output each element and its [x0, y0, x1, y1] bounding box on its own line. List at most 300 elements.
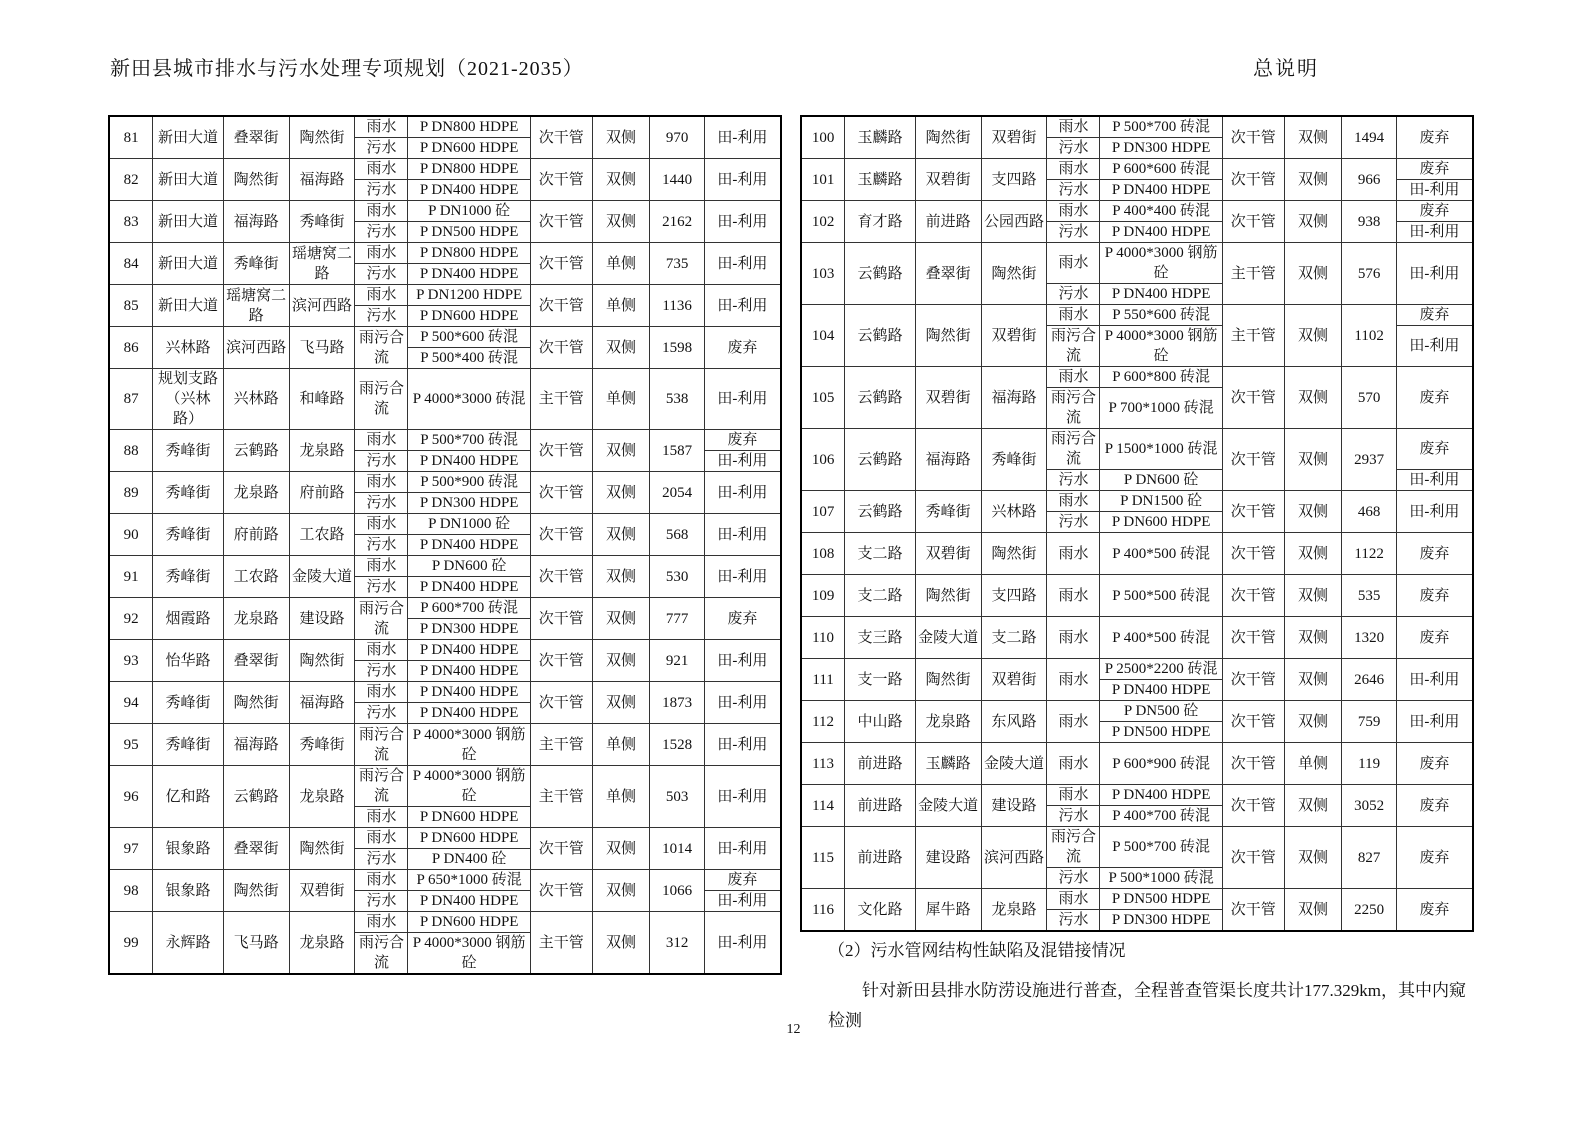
to-street-cell: 和峰路 — [289, 369, 355, 430]
pipe-spec-cell: P DN800 HDPE — [408, 116, 530, 138]
side-cell: 双侧 — [1284, 305, 1342, 367]
from-street-cell: 府前路 — [223, 514, 289, 556]
pipe-type-cell: 污水 — [1047, 806, 1100, 827]
pipe-spec-cell: P DN400 HDPE — [408, 535, 530, 556]
pipe-spec-cell: P 500*900 砖混 — [408, 472, 530, 493]
pipe-spec-cell: P 500*1000 砖混 — [1100, 868, 1222, 889]
pipe-spec-cell: P DN300 HDPE — [1100, 910, 1222, 932]
status-cell: 田-利用 — [704, 912, 781, 975]
to-street-cell: 双碧街 — [289, 870, 355, 912]
length-cell: 503 — [650, 766, 704, 828]
grade-cell: 次干管 — [1222, 116, 1284, 159]
length-cell: 2250 — [1342, 889, 1396, 932]
seq-cell: 104 — [801, 305, 845, 367]
from-street-cell: 龙泉路 — [223, 598, 289, 640]
pipe-spec-cell: P 500*400 砖混 — [408, 348, 530, 369]
seq-cell: 106 — [801, 429, 845, 491]
length-cell: 1136 — [650, 285, 704, 327]
from-street-cell: 建设路 — [915, 827, 981, 889]
grade-cell: 主干管 — [530, 369, 592, 430]
road-cell: 育才路 — [845, 201, 916, 243]
pipe-type-cell: 污水 — [1047, 470, 1100, 491]
side-cell: 单侧 — [592, 243, 650, 285]
side-cell: 双侧 — [592, 556, 650, 598]
to-street-cell: 龙泉路 — [289, 430, 355, 472]
pipe-spec-cell: P DN600 HDPE — [408, 828, 530, 849]
pipe-spec-cell: P 550*600 砖混 — [1100, 305, 1222, 326]
status-cell: 废弃 — [1396, 827, 1473, 889]
road-cell: 秀峰街 — [153, 472, 224, 514]
status-cell: 田-利用 — [704, 556, 781, 598]
status-cell: 田-利用 — [1396, 243, 1473, 305]
side-cell: 双侧 — [1284, 533, 1342, 575]
pipe-spec-cell: P 700*1000 砖混 — [1100, 388, 1222, 429]
grade-cell: 次干管 — [530, 514, 592, 556]
pipe-type-cell: 雨水 — [355, 870, 408, 891]
from-street-cell: 陶然街 — [915, 575, 981, 617]
length-cell: 1320 — [1342, 617, 1396, 659]
seq-cell: 109 — [801, 575, 845, 617]
road-cell: 文化路 — [845, 889, 916, 932]
status-cell: 废弃 — [1396, 367, 1473, 429]
seq-cell: 99 — [109, 912, 153, 975]
road-cell: 新田大道 — [153, 243, 224, 285]
pipe-type-cell: 雨污合流 — [355, 933, 408, 975]
status-cell: 废弃 — [704, 598, 781, 640]
pipe-spec-cell: P DN500 HDPE — [1100, 722, 1222, 743]
pipe-spec-cell: P DN400 HDPE — [408, 891, 530, 912]
length-cell: 966 — [1342, 159, 1396, 201]
road-cell: 云鹤路 — [845, 243, 916, 305]
note-paragraph: 针对新田县排水防涝设施进行普查，全程普查管渠长度共计177.329km，其中内窥检测 — [828, 981, 1466, 1030]
seq-cell: 101 — [801, 159, 845, 201]
pipe-type-cell: 污水 — [355, 661, 408, 682]
status-cell: 田-利用 — [704, 766, 781, 828]
status-cell: 田-利用 — [1396, 659, 1473, 701]
side-cell: 双侧 — [1284, 659, 1342, 701]
pipe-spec-cell: P DN1200 HDPE — [408, 285, 530, 306]
length-cell: 3052 — [1342, 785, 1396, 827]
side-cell: 双侧 — [592, 116, 650, 159]
grade-cell: 次干管 — [530, 870, 592, 912]
from-street-cell: 工农路 — [223, 556, 289, 598]
side-cell: 双侧 — [592, 870, 650, 912]
side-cell: 单侧 — [592, 285, 650, 327]
pipe-spec-cell: P DN400 HDPE — [408, 703, 530, 724]
length-cell: 530 — [650, 556, 704, 598]
pipe-spec-cell: P DN500 HDPE — [1100, 889, 1222, 910]
side-cell: 双侧 — [1284, 827, 1342, 889]
from-street-cell: 双碧街 — [915, 159, 981, 201]
road-cell: 玉麟路 — [845, 159, 916, 201]
length-cell: 119 — [1342, 743, 1396, 785]
pipe-spec-cell: P 600*800 砖混 — [1100, 367, 1222, 388]
pipe-type-cell: 雨水 — [1047, 305, 1100, 326]
length-cell: 576 — [1342, 243, 1396, 305]
pipe-spec-cell: P DN800 HDPE — [408, 243, 530, 264]
pipe-type-cell: 污水 — [355, 306, 408, 327]
status-cell: 废弃 — [1396, 159, 1473, 180]
pipe-type-cell: 雨水 — [355, 201, 408, 222]
pipe-type-cell: 雨水 — [1047, 743, 1100, 785]
grade-cell: 主干管 — [530, 912, 592, 975]
road-cell: 秀峰街 — [153, 430, 224, 472]
pipe-type-cell: 雨水 — [355, 472, 408, 493]
to-street-cell: 龙泉路 — [289, 766, 355, 828]
grade-cell: 次干管 — [530, 556, 592, 598]
road-cell: 亿和路 — [153, 766, 224, 828]
grade-cell: 次干管 — [1222, 367, 1284, 429]
status-cell: 废弃 — [704, 327, 781, 369]
status-cell: 田-利用 — [704, 369, 781, 430]
to-street-cell: 滨河西路 — [289, 285, 355, 327]
pipe-type-cell: 雨水 — [355, 912, 408, 933]
grade-cell: 次干管 — [530, 598, 592, 640]
length-cell: 921 — [650, 640, 704, 682]
road-cell: 云鹤路 — [845, 305, 916, 367]
from-street-cell: 龙泉路 — [223, 472, 289, 514]
length-cell: 1587 — [650, 430, 704, 472]
length-cell: 1440 — [650, 159, 704, 201]
seq-cell: 87 — [109, 369, 153, 430]
seq-cell: 108 — [801, 533, 845, 575]
length-cell: 735 — [650, 243, 704, 285]
to-street-cell: 飞马路 — [289, 327, 355, 369]
seq-cell: 103 — [801, 243, 845, 305]
pipe-type-cell: 雨水 — [355, 640, 408, 661]
to-street-cell: 陶然街 — [981, 243, 1047, 305]
pipe-type-cell: 雨水 — [355, 116, 408, 138]
seq-cell: 97 — [109, 828, 153, 870]
grade-cell: 次干管 — [530, 116, 592, 159]
to-street-cell: 瑶塘窝二路 — [289, 243, 355, 285]
status-cell: 田-利用 — [704, 724, 781, 766]
length-cell: 1122 — [1342, 533, 1396, 575]
road-cell: 新田大道 — [153, 285, 224, 327]
grade-cell: 次干管 — [530, 285, 592, 327]
seq-cell: 92 — [109, 598, 153, 640]
pipe-type-cell: 污水 — [355, 849, 408, 870]
seq-cell: 90 — [109, 514, 153, 556]
pipe-spec-cell: P 4000*3000 钢筋砼 — [408, 766, 530, 807]
pipe-type-cell: 污水 — [355, 451, 408, 472]
from-street-cell: 秀峰街 — [915, 491, 981, 533]
side-cell: 单侧 — [1284, 743, 1342, 785]
from-street-cell: 云鹤路 — [223, 430, 289, 472]
seq-cell: 83 — [109, 201, 153, 243]
pipe-spec-cell: P DN600 砼 — [1100, 470, 1222, 491]
pipe-spec-cell: P 400*700 砖混 — [1100, 806, 1222, 827]
to-street-cell: 支四路 — [981, 159, 1047, 201]
grade-cell: 次干管 — [1222, 889, 1284, 932]
seq-cell: 95 — [109, 724, 153, 766]
side-cell: 双侧 — [1284, 491, 1342, 533]
road-cell: 支一路 — [845, 659, 916, 701]
seq-cell: 88 — [109, 430, 153, 472]
pipe-spec-cell: P DN1500 砼 — [1100, 491, 1222, 512]
pipe-spec-cell: P 4000*3000 钢筋砼 — [408, 724, 530, 766]
pipe-type-cell: 雨水 — [1047, 367, 1100, 388]
pipe-spec-cell: P DN300 HDPE — [1100, 138, 1222, 159]
pipe-spec-cell: P DN600 HDPE — [1100, 512, 1222, 533]
to-street-cell: 兴林路 — [981, 491, 1047, 533]
pipe-spec-cell: P DN400 HDPE — [1100, 180, 1222, 201]
seq-cell: 102 — [801, 201, 845, 243]
pipe-spec-cell: P 400*500 砖混 — [1100, 617, 1222, 659]
status-cell: 田-利用 — [1396, 701, 1473, 743]
from-street-cell: 叠翠街 — [915, 243, 981, 305]
road-cell: 前进路 — [845, 827, 916, 889]
road-cell: 新田大道 — [153, 201, 224, 243]
status-cell: 废弃 — [1396, 305, 1473, 326]
side-cell: 单侧 — [592, 369, 650, 430]
length-cell: 1066 — [650, 870, 704, 912]
road-cell: 烟霞路 — [153, 598, 224, 640]
status-cell: 田-利用 — [1396, 222, 1473, 243]
from-street-cell: 玉麟路 — [915, 743, 981, 785]
to-street-cell: 双碧街 — [981, 116, 1047, 159]
pipe-type-cell: 污水 — [1047, 138, 1100, 159]
side-cell: 单侧 — [592, 766, 650, 828]
grade-cell: 次干管 — [1222, 159, 1284, 201]
grade-cell: 次干管 — [530, 243, 592, 285]
from-street-cell: 叠翠街 — [223, 828, 289, 870]
length-cell: 827 — [1342, 827, 1396, 889]
pipe-spec-cell: P 500*700 砖混 — [1100, 827, 1222, 868]
from-street-cell: 双碧街 — [915, 533, 981, 575]
seq-cell: 113 — [801, 743, 845, 785]
side-cell: 双侧 — [592, 682, 650, 724]
road-cell: 支三路 — [845, 617, 916, 659]
status-cell: 废弃 — [1396, 743, 1473, 785]
pipe-spec-cell: P DN400 HDPE — [1100, 785, 1222, 806]
from-street-cell: 陶然街 — [223, 159, 289, 201]
seq-cell: 86 — [109, 327, 153, 369]
from-street-cell: 福海路 — [915, 429, 981, 491]
road-cell: 秀峰街 — [153, 724, 224, 766]
side-cell: 双侧 — [1284, 575, 1342, 617]
to-street-cell: 建设路 — [289, 598, 355, 640]
status-cell: 田-利用 — [704, 285, 781, 327]
road-cell: 银象路 — [153, 828, 224, 870]
pipe-type-cell: 雨水 — [1047, 116, 1100, 138]
road-cell: 兴林路 — [153, 327, 224, 369]
pipe-type-cell: 雨水 — [355, 556, 408, 577]
pipe-spec-cell: P DN1000 砼 — [408, 514, 530, 535]
pipe-spec-cell: P DN400 HDPE — [408, 682, 530, 703]
seq-cell: 94 — [109, 682, 153, 724]
pipe-spec-cell: P 500*600 砖混 — [408, 327, 530, 348]
seq-cell: 82 — [109, 159, 153, 201]
pipe-spec-cell: P DN600 HDPE — [408, 306, 530, 327]
grade-cell: 次干管 — [1222, 617, 1284, 659]
grade-cell: 主干管 — [1222, 243, 1284, 305]
pipe-type-cell: 污水 — [355, 222, 408, 243]
to-street-cell: 工农路 — [289, 514, 355, 556]
road-cell: 支二路 — [845, 575, 916, 617]
pipe-type-cell: 雨水 — [355, 285, 408, 306]
pipe-spec-cell: P 2500*2200 砖混 — [1100, 659, 1222, 680]
grade-cell: 次干管 — [1222, 827, 1284, 889]
seq-cell: 112 — [801, 701, 845, 743]
page-number: 12 — [786, 1022, 801, 1037]
pipe-type-cell: 污水 — [355, 180, 408, 201]
from-street-cell: 飞马路 — [223, 912, 289, 975]
pipe-type-cell: 雨污合流 — [1047, 326, 1100, 367]
from-street-cell: 金陵大道 — [915, 617, 981, 659]
from-street-cell: 云鹤路 — [223, 766, 289, 828]
to-street-cell: 秀峰街 — [981, 429, 1047, 491]
to-street-cell: 府前路 — [289, 472, 355, 514]
pipe-type-cell: 雨水 — [1047, 159, 1100, 180]
pipe-spec-cell: P DN1000 砼 — [408, 201, 530, 222]
length-cell: 570 — [1342, 367, 1396, 429]
pipe-type-cell: 雨污合流 — [355, 327, 408, 369]
length-cell: 1494 — [1342, 116, 1396, 159]
length-cell: 2937 — [1342, 429, 1396, 491]
length-cell: 2646 — [1342, 659, 1396, 701]
side-cell: 双侧 — [592, 472, 650, 514]
seq-cell: 81 — [109, 116, 153, 159]
to-street-cell: 陶然街 — [289, 828, 355, 870]
pipe-type-cell: 雨水 — [1047, 575, 1100, 617]
to-street-cell: 金陵大道 — [289, 556, 355, 598]
to-street-cell: 龙泉路 — [981, 889, 1047, 932]
from-street-cell: 双碧街 — [915, 367, 981, 429]
length-cell: 759 — [1342, 701, 1396, 743]
status-cell: 田-利用 — [1396, 326, 1473, 367]
side-cell: 双侧 — [1284, 785, 1342, 827]
to-street-cell: 福海路 — [289, 159, 355, 201]
from-street-cell: 陶然街 — [915, 305, 981, 367]
road-cell: 永辉路 — [153, 912, 224, 975]
pipe-spec-cell: P DN400 HDPE — [1100, 222, 1222, 243]
grade-cell: 次干管 — [530, 682, 592, 724]
road-cell: 规划支路（兴林路） — [153, 369, 224, 430]
side-cell: 双侧 — [592, 640, 650, 682]
grade-cell: 次干管 — [1222, 533, 1284, 575]
grade-cell: 次干管 — [530, 327, 592, 369]
pipe-type-cell: 雨污合流 — [1047, 827, 1100, 868]
length-cell: 468 — [1342, 491, 1396, 533]
to-street-cell: 支二路 — [981, 617, 1047, 659]
road-cell: 银象路 — [153, 870, 224, 912]
road-cell: 云鹤路 — [845, 429, 916, 491]
to-street-cell: 支四路 — [981, 575, 1047, 617]
status-cell: 田-利用 — [704, 201, 781, 243]
to-street-cell: 东风路 — [981, 701, 1047, 743]
from-street-cell: 叠翠街 — [223, 640, 289, 682]
grade-cell: 次干管 — [1222, 701, 1284, 743]
grade-cell: 次干管 — [530, 640, 592, 682]
length-cell: 970 — [650, 116, 704, 159]
to-street-cell: 公园西路 — [981, 201, 1047, 243]
length-cell: 2162 — [650, 201, 704, 243]
status-cell: 田-利用 — [704, 828, 781, 870]
pipe-spec-cell: P DN300 HDPE — [408, 619, 530, 640]
pipe-spec-cell: P 1500*1000 砖混 — [1100, 429, 1222, 470]
seq-cell: 107 — [801, 491, 845, 533]
length-cell: 2054 — [650, 472, 704, 514]
pipe-spec-cell: P DN500 HDPE — [408, 222, 530, 243]
pipe-spec-cell: P DN400 HDPE — [408, 640, 530, 661]
road-cell: 中山路 — [845, 701, 916, 743]
status-cell: 田-利用 — [704, 159, 781, 201]
pipe-type-cell: 雨污合流 — [355, 598, 408, 640]
note-item-heading: （2）污水管网结构性缺陷及混错接情况 — [828, 941, 1126, 960]
to-street-cell: 福海路 — [981, 367, 1047, 429]
pipeline-table-right — [800, 115, 1474, 932]
pipe-type-cell: 污水 — [355, 535, 408, 556]
pipe-spec-cell: P DN800 HDPE — [408, 159, 530, 180]
from-street-cell: 福海路 — [223, 724, 289, 766]
status-cell: 田-利用 — [1396, 180, 1473, 201]
pipe-spec-cell: P DN400 HDPE — [408, 451, 530, 472]
pipe-type-cell: 雨水 — [1047, 889, 1100, 910]
status-cell: 废弃 — [1396, 201, 1473, 222]
status-cell: 田-利用 — [704, 891, 781, 912]
status-cell: 废弃 — [1396, 429, 1473, 470]
to-street-cell: 陶然街 — [289, 116, 355, 159]
length-cell: 1014 — [650, 828, 704, 870]
side-cell: 双侧 — [592, 514, 650, 556]
grade-cell: 主干管 — [530, 766, 592, 828]
length-cell: 1102 — [1342, 305, 1396, 367]
pipe-spec-cell: P 400*500 砖混 — [1100, 533, 1222, 575]
pipe-spec-cell: P 600*900 砖混 — [1100, 743, 1222, 785]
from-street-cell: 龙泉路 — [915, 701, 981, 743]
pipe-type-cell: 雨水 — [355, 807, 408, 828]
to-street-cell: 双碧街 — [981, 659, 1047, 701]
to-street-cell: 滨河西路 — [981, 827, 1047, 889]
pipe-spec-cell: P 4000*3000 钢筋砼 — [1100, 243, 1222, 284]
road-cell: 新田大道 — [153, 116, 224, 159]
from-street-cell: 金陵大道 — [915, 785, 981, 827]
pipe-spec-cell: P 4000*3000 钢筋砼 — [1100, 326, 1222, 367]
side-cell: 双侧 — [592, 828, 650, 870]
pipe-spec-cell: P DN400 HDPE — [1100, 284, 1222, 305]
side-cell: 双侧 — [592, 430, 650, 472]
pipe-type-cell: 雨水 — [355, 159, 408, 180]
status-cell: 田-利用 — [1396, 491, 1473, 533]
pipe-type-cell: 雨污合流 — [355, 766, 408, 807]
pipe-spec-cell: P DN400 HDPE — [408, 264, 530, 285]
pipe-spec-cell: P 600*700 砖混 — [408, 598, 530, 619]
to-street-cell: 龙泉路 — [289, 912, 355, 975]
to-street-cell: 福海路 — [289, 682, 355, 724]
pipe-type-cell: 污水 — [355, 891, 408, 912]
length-cell: 1873 — [650, 682, 704, 724]
from-street-cell: 滨河西路 — [223, 327, 289, 369]
pipe-type-cell: 雨污合流 — [1047, 429, 1100, 470]
side-cell: 双侧 — [592, 327, 650, 369]
length-cell: 538 — [650, 369, 704, 430]
side-cell: 双侧 — [1284, 617, 1342, 659]
grade-cell: 主干管 — [530, 724, 592, 766]
grade-cell: 次干管 — [530, 472, 592, 514]
pipe-type-cell: 污水 — [1047, 222, 1100, 243]
grade-cell: 次干管 — [530, 430, 592, 472]
status-cell: 废弃 — [1396, 785, 1473, 827]
pipe-spec-cell: P DN600 HDPE — [408, 138, 530, 159]
pipe-type-cell: 污水 — [1047, 284, 1100, 305]
grade-cell: 次干管 — [1222, 785, 1284, 827]
seq-cell: 115 — [801, 827, 845, 889]
pipe-spec-cell: P 400*400 砖混 — [1100, 201, 1222, 222]
seq-cell: 89 — [109, 472, 153, 514]
pipe-type-cell: 污水 — [355, 577, 408, 598]
road-cell: 玉麟路 — [845, 116, 916, 159]
